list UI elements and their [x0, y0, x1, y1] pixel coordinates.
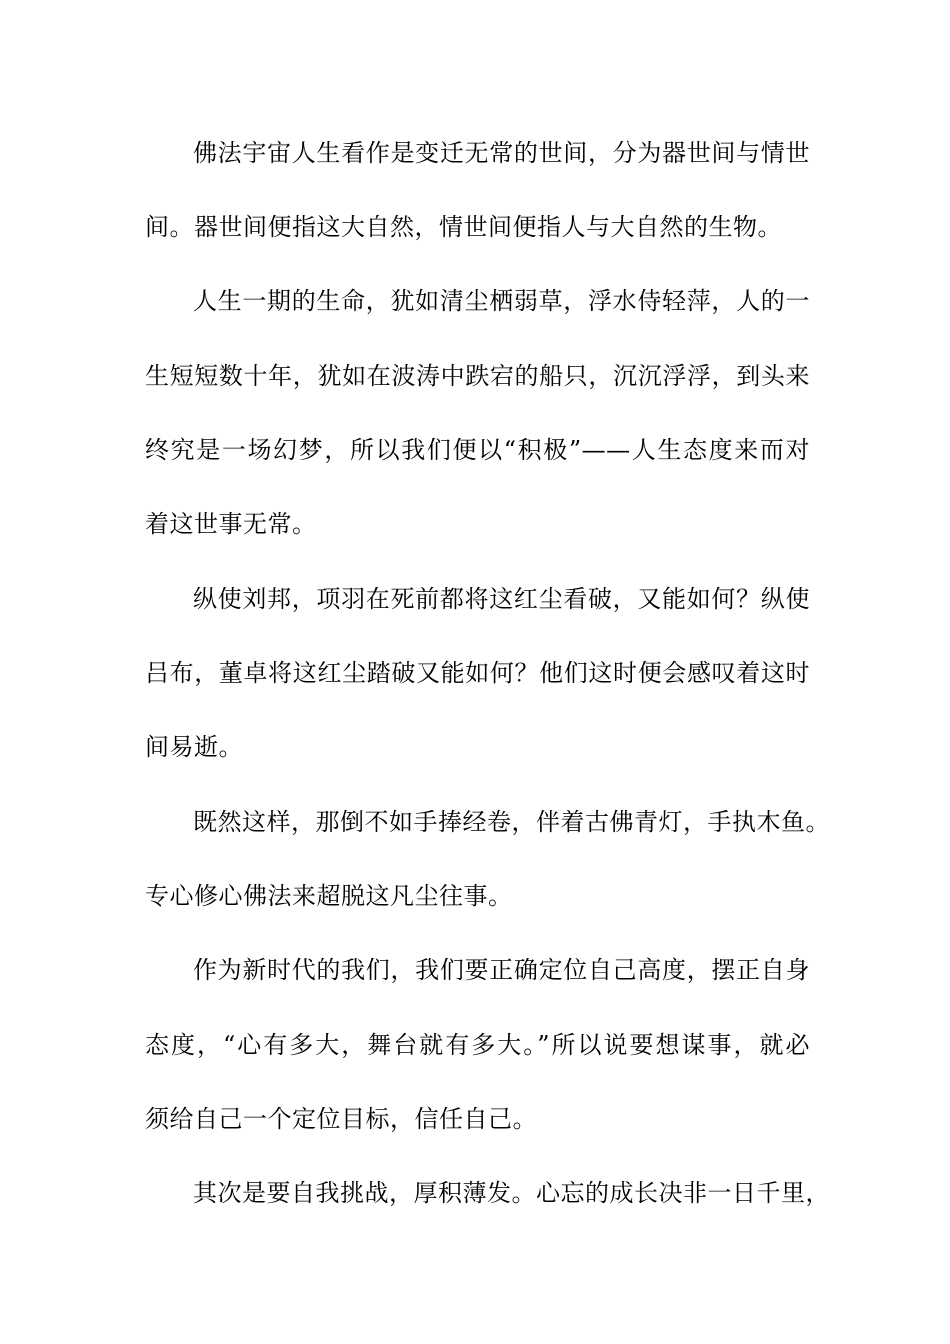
text-line-8: 吕布，董卓将这红尘踏破又能如何？他们这时便会感叹着这时 [145, 659, 810, 687]
text-line-14: 须给自己一个定位目标，信任自己。 [145, 1105, 537, 1133]
text-line-10: 既然这样，那倒不如手捧经卷，伴着古佛青灯，手执木鱼。 [193, 808, 830, 836]
text-line-6: 着这世事无常。 [145, 510, 317, 538]
text-line-5: 终究是一场幻梦，所以我们便以“积极”——人生态度来而对 [145, 436, 810, 464]
text-line-12: 作为新时代的我们，我们要正确定位自己高度，摆正自身 [193, 956, 810, 984]
text-line-15: 其次是要自我挑战，厚积薄发。心忘的成长决非一日千里， [193, 1179, 830, 1207]
text-line-3: 人生一期的生命，犹如清尘栖弱草，浮水侍轻萍，人的一 [193, 287, 810, 315]
text-line-9: 间易逝。 [145, 733, 243, 761]
text-line-2: 间。器世间便指这大自然，情世间便指人与大自然的生物。 [145, 213, 782, 241]
text-line-11: 专心修心佛法来超脱这凡尘往事。 [145, 882, 513, 910]
text-line-1: 佛法宇宙人生看作是变迁无常的世间，分为器世间与情世 [193, 139, 810, 167]
text-line-4: 生短短数十年，犹如在波涛中跌宕的船只，沉沉浮浮，到头来 [145, 362, 810, 390]
text-line-7: 纵使刘邦，项羽在死前都将这红尘看破，又能如何？纵使 [193, 585, 810, 613]
text-line-13: 态度，“心有多大，舞台就有多大。”所以说要想谋事，就必 [145, 1031, 810, 1059]
